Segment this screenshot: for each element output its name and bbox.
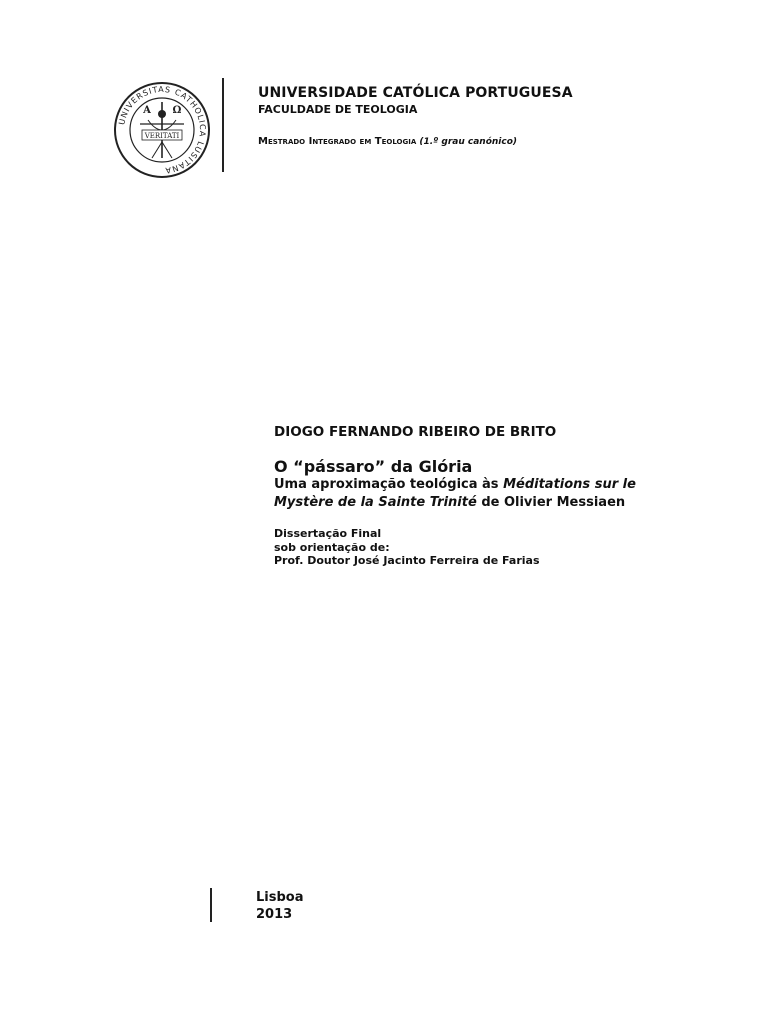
footer-divider bbox=[210, 888, 212, 922]
thesis-subtitle bbox=[274, 476, 636, 512]
supervisor-name: Prof. Doutor José Jacinto Ferreira de Farias bbox=[274, 554, 540, 567]
subtitle-part1: Uma aproximação teológica às bbox=[274, 477, 504, 492]
program-note: (1.º grau canónico) bbox=[419, 137, 518, 147]
supervision-label: sob orientação de: bbox=[274, 540, 390, 554]
subtitle-italic1: Méditations sur le bbox=[503, 477, 636, 492]
footer-city: Lisboa bbox=[256, 890, 304, 905]
seal-ring-text: UNIVERSITAS CATHOLICA LUSITANA bbox=[117, 84, 208, 176]
program-name bbox=[258, 136, 517, 147]
header-divider bbox=[222, 78, 224, 172]
university-name: UNIVERSIDADE CATÓLICA PORTUGUESA bbox=[258, 85, 573, 101]
subtitle-italic2: Mystère de la Sainte Trinité bbox=[274, 495, 477, 510]
dissertation-type: Dissertação Final bbox=[274, 527, 382, 540]
seal-omega: Ω bbox=[172, 105, 182, 116]
subtitle-part2: de Olivier Messiaen bbox=[476, 495, 626, 510]
seal-alpha: A bbox=[143, 105, 151, 116]
footer-year: 2013 bbox=[256, 907, 293, 922]
footer-place-date bbox=[256, 889, 304, 923]
seal-motto: VERITATI bbox=[144, 132, 180, 140]
program-main: Mestrado Integrado em Teologia bbox=[258, 136, 417, 147]
dissertation-info bbox=[274, 527, 540, 568]
faculty-name: FACULDADE DE TEOLOGIA bbox=[258, 103, 418, 116]
thesis-title: O “pássaro” da Glória bbox=[274, 457, 473, 476]
author-name: DIOGO FERNANDO RIBEIRO DE BRITO bbox=[274, 424, 557, 440]
university-seal-logo bbox=[112, 80, 212, 180]
